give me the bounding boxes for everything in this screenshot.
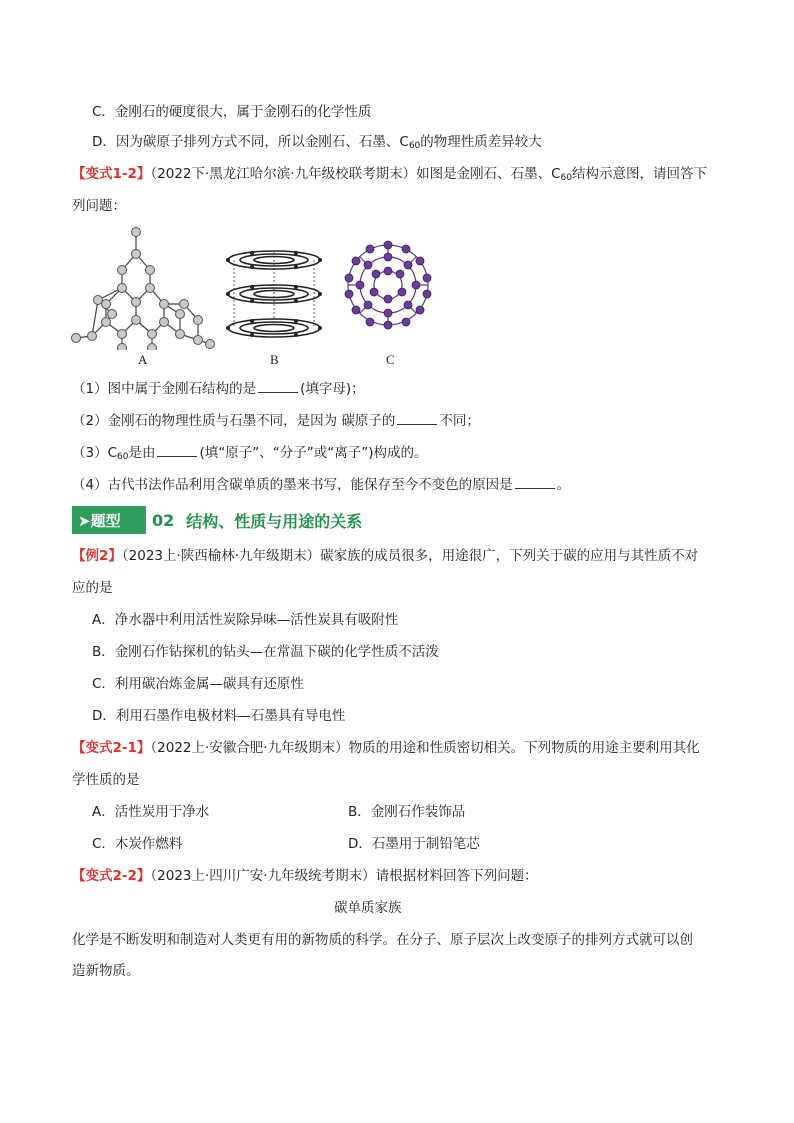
section-number: 02 [152,510,175,530]
example-2-option-b[interactable]: B．金刚石作钻探机的钻头—在常温下碳的化学性质不活泼 [92,644,439,660]
variant-2-1-stem: 【变式2-1】（2022上·安徽合肥·九年级期末）物质的用途和性质密切相关。下列物质的用途主要利用其化 [72,740,700,756]
material-paragraph-line1: 化学是不断发明和制造对人类更有用的新物质的科学。在分子、原子层次上改变原子的排列方式就可以创 [72,932,693,948]
example-2-stem-line2: 应的是 [72,580,113,596]
variant-2-1-option-c[interactable]: C．木炭作燃料 [92,836,183,852]
subquestion-1: （1）图中属于金刚石结构的是 (填字母)； [72,378,365,399]
subquestion-4: （4）古代书法作品利用含碳单质的墨来书写，能保存至今不变色的原因是 。 [72,474,570,495]
figure-label-b: B [270,352,279,367]
variant-1-2-stem: 【变式1-2】（2022下·黑龙江哈尔滨·九年级校联考期末）如图是金刚石、石墨、$C_{60}$结构示意图，请回答下 [72,166,707,183]
example-2-option-d[interactable]: D．利用石墨作电极材料—石墨具有导电性 [92,708,346,724]
option-c-prev: C．金刚石的硬度很大，属于金刚石的化学性质 [92,104,372,120]
material-heading: 碳单质家族 [334,900,402,916]
option-d-prev: D．因为碳原子排列方式不同，所以金刚石、石墨、$C_{60}$的物理性质差异较大 [92,134,542,151]
answer-blank[interactable] [397,410,437,425]
answer-blank[interactable] [157,442,197,457]
section-label: ➤题型 [72,506,146,534]
subquestion-2: （2）金刚石的物理性质与石墨不同，是因为 碳原子的 不同； [72,410,480,431]
material-paragraph-line2: 造新物质。 [72,963,140,979]
variant-2-1-option-b[interactable]: B．金刚石作装饰品 [348,804,466,820]
section-banner [72,506,362,534]
example-tag: 【例2】 [72,548,122,564]
example-2-option-a[interactable]: A．净水器中利用活性炭除异味—活性炭具有吸附性 [92,612,399,628]
figure-label-c: C [386,352,395,367]
c60-structure-figure [340,236,436,334]
figure-label-a: A [138,352,148,367]
section-title: 结构、性质与用途的关系 [186,511,363,531]
variant-2-1-stem-line2: 学性质的是 [72,772,140,788]
variant-2-2-stem: 【变式2-2】（2023上·四川广安·九年级统考期末）请根据材料回答下列问题： [72,868,538,884]
variant-1-2-stem-line2: 列问题： [72,198,126,214]
variant-2-1-option-d[interactable]: D．石墨用于制铅笔芯 [348,836,480,852]
subquestion-3: $(3)C_{60}$是由 (填“原子”、“分子”或“离子”)构成的。 [72,442,427,467]
graphite-structure-figure [222,246,326,342]
variant-tag: 【变式2-1】 [72,740,151,756]
answer-blank[interactable] [515,474,555,489]
diamond-structure-figure [70,224,218,350]
example-2-stem: 【例2】（2023上·陕西榆林·九年级期末）碳家族的成员很多，用途很广，下列关于碳的应用与其性质不对 [72,548,699,564]
variant-tag: 【变式2-2】 [72,868,151,884]
variant-tag: 【变式1-2】 [72,166,151,182]
answer-blank[interactable] [258,378,298,393]
example-2-option-c[interactable]: C．利用碳冶炼金属—碳具有还原性 [92,676,304,692]
variant-2-1-option-a[interactable]: A．活性炭用于净水 [92,804,210,820]
